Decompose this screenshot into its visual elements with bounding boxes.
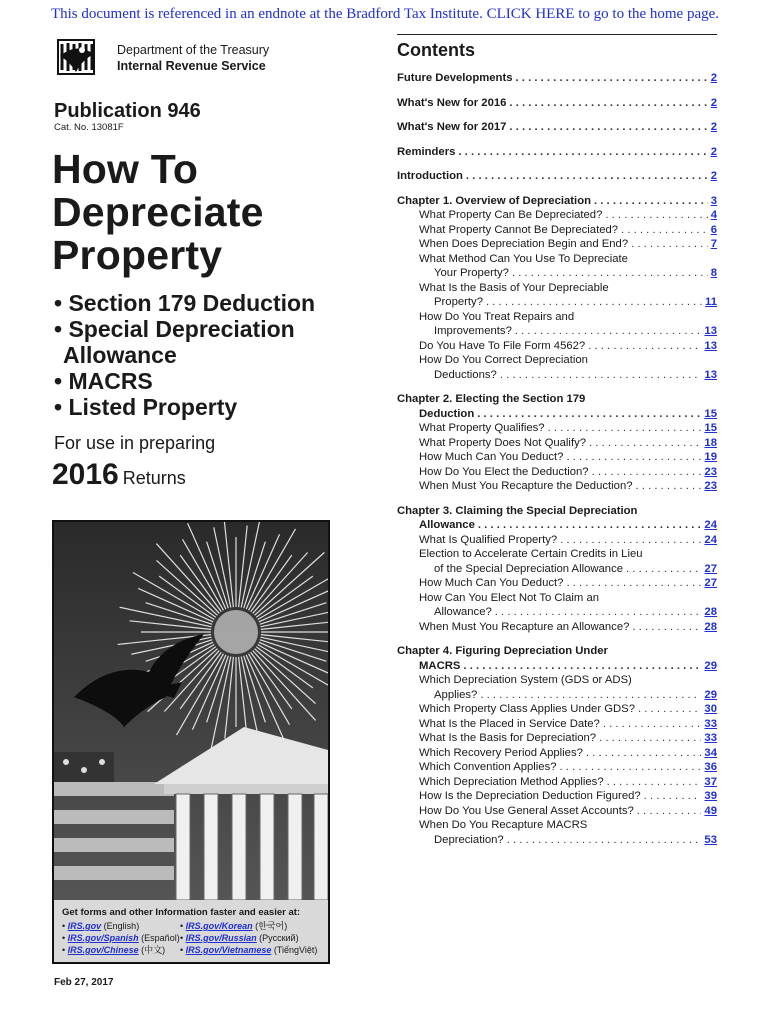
get-forms-item: • IRS.gov/Korean (한국어) [180, 921, 288, 931]
toc-entry[interactable] [397, 436, 717, 451]
toc-entry[interactable] [397, 731, 717, 746]
toc-entry-title: Which Convention Applies? [419, 761, 557, 773]
language-note: (Pусский) [256, 933, 299, 943]
toc-entry-title: When Must You Recapture an Allowance? [419, 620, 630, 633]
toc-entry-title: Deduction [419, 407, 475, 420]
irs-eagle-logo-icon [52, 34, 100, 80]
toc-leader-dots [605, 208, 707, 223]
toc-entry-title: What Is Qualified Property? [419, 533, 558, 546]
toc-leader-dots [637, 804, 702, 819]
toc-entry-title: Which Depreciation Method Applies? [419, 775, 604, 788]
toc-entry-title: What Is the Basis for Depreciation? [419, 732, 597, 744]
language-note: (中文) [138, 945, 166, 955]
toc-entry-title: Property? [434, 296, 483, 308]
get-forms-item: • IRS.gov/Spanish (Español) [62, 933, 180, 943]
language-note: (Español) [138, 933, 180, 943]
toc-entry[interactable] [397, 804, 717, 819]
toc-entry-title: Improvements? [434, 325, 512, 337]
toc-entry [397, 392, 717, 407]
toc-page-link[interactable]: 8 [710, 267, 717, 279]
toc-entry-title: Reminders [397, 145, 456, 158]
topic-bullet: • Section 179 Deduction [54, 290, 316, 316]
toc-leader-dots [589, 436, 701, 451]
toc-page-link[interactable]: 29 [704, 688, 717, 701]
toc-entry[interactable] [397, 789, 717, 804]
publication-number: Publication 946 [54, 100, 201, 122]
contents-heading: Contents [397, 40, 475, 60]
toc-page-link[interactable]: 2 [710, 170, 717, 182]
toc-entry[interactable] [397, 562, 717, 577]
toc-entry-title: How Do You Use General Asset Accounts? [419, 804, 634, 817]
toc-leader-dots [592, 465, 702, 480]
toc-entry-title: Your Property? [434, 267, 509, 279]
contents-spacer [397, 135, 717, 145]
toc-entry[interactable] [397, 421, 717, 436]
toc-page-link[interactable]: 11 [705, 296, 717, 308]
toc-leader-dots [644, 789, 702, 804]
toc-page-link[interactable]: 27 [704, 562, 717, 575]
toc-page-link[interactable]: 36 [704, 761, 717, 773]
toc-page-link[interactable]: 28 [704, 606, 717, 618]
toc-entry-title: How Much Can You Deduct? [419, 577, 564, 589]
toc-entry-title: Chapter 1. Overview of Depreciation [397, 194, 591, 207]
toc-entry [397, 310, 717, 325]
toc-leader-dots [500, 368, 702, 383]
toc-entry[interactable] [397, 620, 717, 635]
topic-bullet: • MACRS [54, 368, 153, 394]
topic-bullet: • Special Depreciation [54, 316, 295, 342]
toc-entry [397, 504, 717, 519]
irs-link[interactable]: IRS.gov/Russian [185, 933, 257, 943]
toc-page-link[interactable]: 27 [704, 577, 717, 589]
toc-page-link[interactable]: 18 [704, 436, 717, 449]
toc-entry [397, 591, 717, 606]
toc-entry [397, 818, 717, 833]
contents-spacer [397, 382, 717, 392]
toc-entry[interactable] [397, 407, 717, 422]
toc-entry[interactable] [397, 324, 717, 339]
toc-entry[interactable] [397, 533, 717, 548]
toc-page-link[interactable]: 24 [704, 533, 717, 546]
toc-entry[interactable] [397, 450, 717, 465]
toc-leader-dots [509, 96, 707, 111]
toc-entry-title: When Does Depreciation Begin and End? [419, 238, 629, 250]
toc-entry[interactable] [397, 479, 717, 494]
irs-link[interactable]: IRS.gov/Korean [185, 921, 253, 931]
toc-entry-title: What's New for 2016 [397, 96, 507, 109]
toc-page-link[interactable]: 37 [704, 775, 717, 788]
year-number: 2016 [52, 458, 119, 491]
toc-entry-title: When Must You Recapture the Deduction? [419, 480, 633, 492]
get-forms-heading: Get forms and other Information faster and easier at: [62, 907, 301, 918]
toc-entry[interactable] [397, 368, 717, 383]
get-forms-box [54, 900, 328, 962]
topic-bullet: Allowance [63, 342, 177, 368]
toc-leader-dots [560, 760, 702, 775]
toc-page-link[interactable]: 2 [710, 96, 717, 109]
toc-leader-dots [566, 450, 701, 465]
toc-page-link[interactable]: 33 [704, 732, 717, 744]
toc-entry [397, 673, 717, 688]
toc-entry-title: How Much Can You Deduct? [419, 451, 564, 463]
toc-entry[interactable] [397, 760, 717, 775]
title-line: Property [52, 232, 223, 278]
toc-page-link[interactable]: 28 [704, 620, 717, 633]
irs-link[interactable]: IRS.gov/Vietnamese [185, 945, 272, 955]
contents-spacer [397, 184, 717, 194]
toc-leader-dots [480, 688, 701, 703]
title-line: How To [52, 146, 199, 192]
toc-leader-dots [560, 533, 701, 548]
toc-entry-title: Chapter 2. Electing the Section 179 [397, 393, 586, 405]
toc-leader-dots [599, 731, 701, 746]
agency-block [117, 42, 269, 74]
toc-page-link[interactable]: 24 [704, 519, 717, 531]
toc-page-link[interactable]: 33 [704, 717, 717, 730]
topic-bullets [54, 290, 315, 420]
language-note: (TiếngViệt) [271, 945, 318, 955]
toc-leader-dots [621, 223, 708, 238]
toc-page-link[interactable]: 23 [704, 465, 717, 478]
toc-entry[interactable] [397, 145, 717, 160]
toc-leader-dots [594, 194, 708, 209]
toc-entry[interactable] [397, 237, 717, 252]
toc-entry[interactable] [397, 688, 717, 703]
toc-leader-dots [566, 576, 701, 591]
toc-entry[interactable] [397, 659, 717, 674]
toc-entry-title: Applies? [434, 688, 478, 701]
toc-leader-dots [507, 833, 702, 848]
toc-leader-dots [638, 702, 701, 717]
toc-leader-dots [486, 295, 702, 310]
language-note: (한국어) [252, 921, 288, 931]
toc-entry [397, 547, 717, 562]
topic-bullet: • Listed Property [54, 394, 238, 420]
toc-page-link[interactable]: 30 [704, 703, 717, 715]
toc-page-link[interactable]: 39 [704, 790, 717, 802]
toc-page-link[interactable]: 2 [710, 121, 717, 133]
get-forms-item: • IRS.gov/Russian (Pусский) [180, 933, 299, 943]
toc-leader-dots [458, 145, 707, 160]
toc-entry[interactable] [397, 775, 717, 790]
home-page-link[interactable]: This document is referenced in an endnote at the Bradford Tax Institute. CLICK HERE to go to the home page. [50, 6, 720, 22]
toc-entry-title: How Do You Correct Depreciation [419, 354, 588, 366]
contents-spacer [397, 110, 717, 120]
document-title [52, 148, 264, 277]
toc-page-link[interactable]: 34 [704, 746, 717, 759]
toc-entry-title: Which Recovery Period Applies? [419, 746, 583, 759]
toc-entry-title: Deductions? [434, 368, 497, 381]
toc-leader-dots [603, 717, 702, 732]
toc-leader-dots [512, 266, 708, 281]
toc-entry-title: Depreciation? [434, 833, 504, 846]
toc-entry[interactable] [397, 208, 717, 223]
toc-entry [397, 353, 717, 368]
contents-spacer [397, 634, 717, 644]
toc-entry[interactable] [397, 833, 717, 848]
toc-page-link[interactable]: 13 [704, 368, 717, 381]
toc-entry[interactable] [397, 223, 717, 238]
toc-entry[interactable] [397, 702, 717, 717]
toc-page-link[interactable]: 13 [704, 339, 717, 352]
toc-leader-dots [463, 659, 701, 674]
toc-leader-dots [516, 71, 708, 86]
toc-entry[interactable] [397, 96, 717, 111]
title-line: Depreciate [52, 189, 264, 235]
toc-entry-title: Do You Have To File Form 4562? [419, 339, 586, 352]
toc-entry-title: How Can You Elect Not To Claim an [419, 591, 600, 604]
toc-page-link[interactable]: 6 [710, 223, 717, 236]
toc-entry-title: When Do You Recapture MACRS [419, 819, 588, 831]
tax-year [52, 458, 186, 492]
toc-entry-title: What Property Does Not Qualify? [419, 436, 587, 449]
toc-entry[interactable] [397, 605, 717, 620]
toc-page-link[interactable]: 2 [710, 72, 717, 84]
agency-name: Internal Revenue Service [117, 59, 266, 73]
toc-entry[interactable] [397, 266, 717, 281]
toc-leader-dots [495, 605, 702, 620]
get-forms-left-column [62, 920, 180, 956]
toc-entry[interactable] [397, 169, 717, 184]
toc-page-link[interactable]: 53 [704, 833, 717, 846]
toc-leader-dots [477, 407, 701, 422]
catalog-number: Cat. No. 13081F [54, 122, 124, 133]
toc-entry-title: What Is the Basis of Your Depreciable [419, 281, 609, 294]
toc-entry[interactable] [397, 194, 717, 209]
toc-entry-title: What's New for 2017 [397, 121, 507, 133]
irs-link[interactable]: IRS.gov [67, 921, 102, 931]
toc-leader-dots [632, 620, 701, 635]
toc-entry[interactable] [397, 71, 717, 86]
toc-leader-dots [509, 120, 707, 135]
get-forms-item: • IRS.gov (English) [62, 921, 140, 931]
contents-spacer [397, 86, 717, 96]
toc-page-link[interactable]: 19 [704, 451, 717, 463]
toc-page-link[interactable]: 15 [704, 422, 717, 434]
toc-leader-dots [631, 237, 708, 252]
toc-page-link[interactable]: 3 [710, 194, 717, 207]
toc-entry[interactable] [397, 120, 717, 135]
language-note: (English) [101, 921, 140, 931]
irs-link[interactable]: IRS.gov/Chinese [67, 945, 139, 955]
toc-entry-title: What Property Qualifies? [419, 422, 545, 434]
toc-entry-title: Which Property Class Applies Under GDS? [419, 703, 635, 715]
toc-entry-title: Which Depreciation System (GDS or ADS) [419, 674, 632, 686]
toc-entry [397, 281, 717, 296]
toc-entry-title: Introduction [397, 170, 463, 182]
toc-entry-title: Chapter 4. Figuring Depreciation Under [397, 645, 608, 657]
toc-entry-title: What Property Can Be Depreciated? [419, 209, 603, 221]
toc-entry [397, 644, 717, 659]
toc-entry-title: Chapter 3. Claiming the Special Depreciation [397, 504, 638, 517]
toc-leader-dots [478, 518, 702, 533]
toc-entry-title: Future Developments [397, 72, 513, 84]
toc-leader-dots [548, 421, 702, 436]
contents-rule [397, 34, 717, 35]
toc-entry-title: What Method Can You Use To Depreciate [419, 252, 628, 265]
contents-spacer [397, 494, 717, 504]
toc-entry-title: How Do You Treat Repairs and [419, 310, 575, 323]
fireworks-eagle-capitol-image [54, 522, 328, 900]
toc-entry-title: How Do You Elect the Deduction? [419, 465, 589, 478]
toc-page-link[interactable]: 13 [704, 325, 717, 337]
toc-page-link[interactable]: 2 [710, 145, 717, 158]
for-use-text: For use in preparing [54, 433, 216, 453]
publication-date: Feb 27, 2017 [54, 977, 114, 988]
toc-entry-title: Election to Accelerate Certain Credits in Lieu [419, 548, 643, 560]
toc-leader-dots [586, 746, 702, 761]
toc-leader-dots [626, 562, 701, 577]
toc-entry-title: Allowance [419, 519, 475, 531]
get-forms-item: • IRS.gov/Vietnamese (TiếngViệt) [180, 945, 318, 955]
toc-leader-dots [466, 169, 708, 184]
toc-entry[interactable] [397, 746, 717, 761]
toc-entry[interactable] [397, 518, 717, 533]
toc-entry[interactable] [397, 465, 717, 480]
toc-page-link[interactable]: 49 [704, 804, 717, 817]
toc-entry-title: How Is the Depreciation Deduction Figured? [419, 790, 641, 802]
toc-entry-title: What Property Cannot Be Depreciated? [419, 223, 619, 236]
contents-spacer [397, 159, 717, 169]
toc-page-link[interactable]: 29 [704, 659, 717, 672]
get-forms-right-column [180, 920, 317, 956]
toc-page-link[interactable]: 23 [704, 480, 717, 492]
toc-entry-title: What Is the Placed in Service Date? [419, 717, 600, 730]
toc-entry[interactable] [397, 576, 717, 591]
toc-page-link[interactable]: 15 [704, 407, 717, 420]
toc-page-link[interactable]: 7 [710, 238, 717, 250]
irs-link[interactable]: IRS.gov/Spanish [67, 933, 139, 943]
toc-leader-dots [636, 479, 702, 494]
department-name: Department of the Treasury [117, 43, 270, 57]
toc-entry-title: MACRS [419, 659, 461, 672]
cover-photo [52, 520, 330, 964]
toc-entry[interactable] [397, 295, 717, 310]
toc-entry-title: of the Special Depreciation Allowance [434, 562, 624, 575]
toc-leader-dots [607, 775, 702, 790]
toc-page-link[interactable]: 4 [710, 209, 717, 221]
toc-entry[interactable] [397, 717, 717, 732]
toc-leader-dots [515, 324, 702, 339]
toc-leader-dots [588, 339, 701, 354]
contents-entries [397, 71, 717, 847]
toc-entry [397, 252, 717, 267]
returns-label: Returns [122, 468, 186, 488]
get-forms-item: • IRS.gov/Chinese (中文) [62, 945, 166, 955]
toc-entry[interactable] [397, 339, 717, 354]
toc-entry-title: Allowance? [434, 606, 492, 618]
